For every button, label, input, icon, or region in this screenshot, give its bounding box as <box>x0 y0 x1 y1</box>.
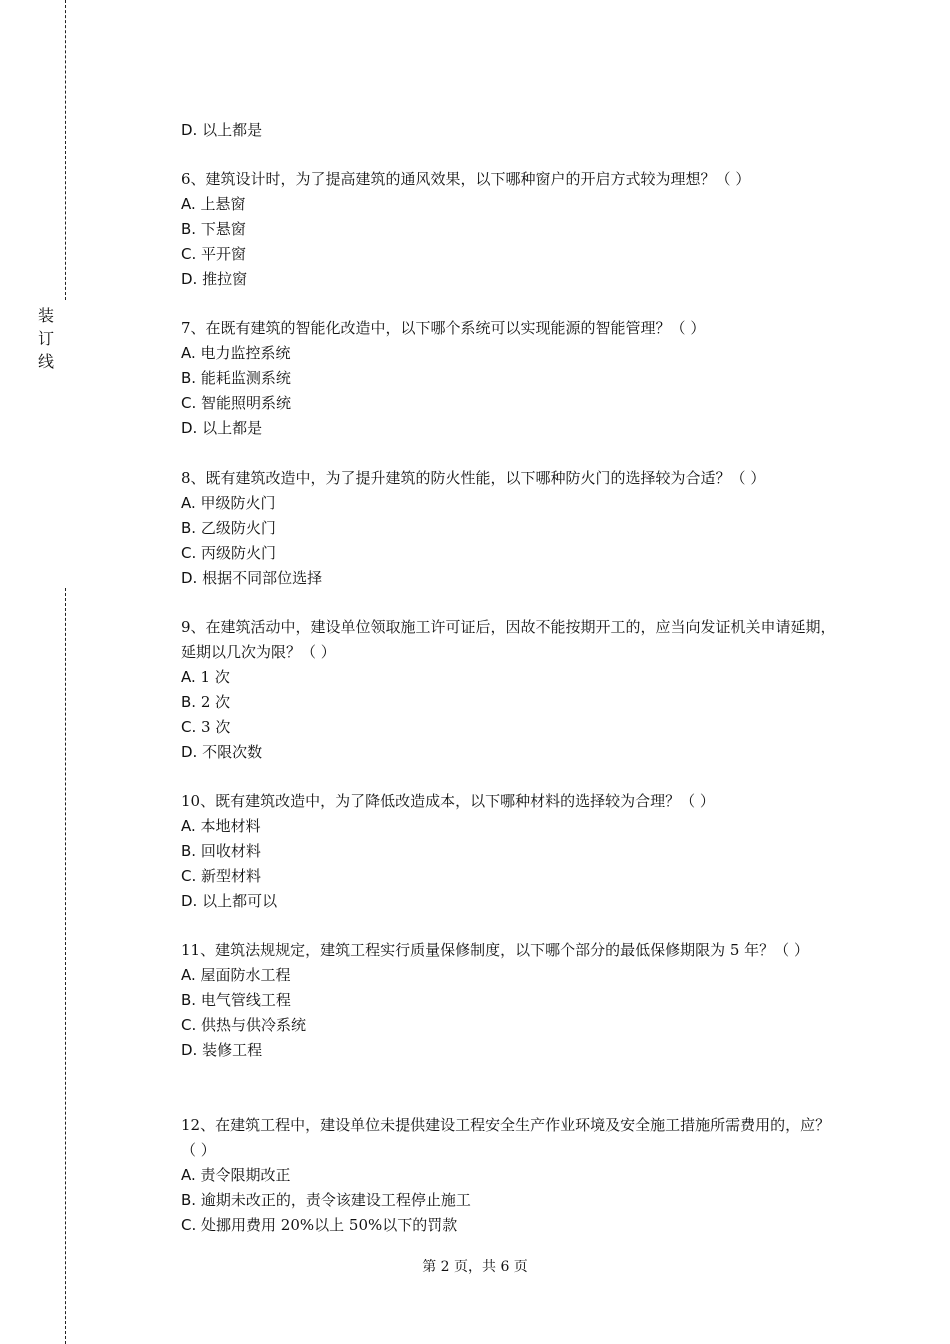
option-text: 回收材料 <box>200 842 261 860</box>
option-letter: C. <box>181 544 197 562</box>
option-letter: B. <box>181 842 197 860</box>
option-text: 电力监控系统 <box>200 344 291 362</box>
option-line <box>181 889 841 914</box>
question-12 <box>181 1113 841 1238</box>
option-letter: C. <box>181 1216 197 1234</box>
question-stem: 12、在建筑工程中，建设单位未提供建设工程安全生产作业环境及安全施工措施所需费用的，应？（ ） <box>181 1116 831 1159</box>
option-letter: A. <box>181 344 196 362</box>
option-letter: B. <box>181 220 197 238</box>
option-letter: B. <box>181 693 197 711</box>
question-6 <box>181 167 841 292</box>
option-line <box>181 864 841 889</box>
question-11 <box>181 938 841 1063</box>
option-line <box>181 541 841 566</box>
option-letter: A. <box>181 668 196 686</box>
binding-label-char: 装 <box>37 306 54 325</box>
option-line <box>181 391 841 416</box>
option-text: 根据不同部位选择 <box>202 569 323 587</box>
leading-option-block <box>181 118 841 143</box>
option-line <box>181 1188 841 1213</box>
option-letter: D. <box>181 569 198 587</box>
option-text: 推拉窗 <box>202 270 248 288</box>
option-line <box>181 242 841 267</box>
option-text: 电气管线工程 <box>200 991 291 1009</box>
option-line <box>181 366 841 391</box>
option-letter: D. <box>181 743 198 761</box>
option-text: 能耗监测系统 <box>200 369 291 387</box>
option-text: 2 次 <box>200 693 231 711</box>
option-letter: C. <box>181 718 197 736</box>
option-text: 不限次数 <box>202 743 263 761</box>
option-text: 甲级防火门 <box>200 494 276 512</box>
option-line <box>181 416 841 441</box>
option-line <box>181 267 841 292</box>
question-stem: 7、在既有建筑的智能化改造中，以下哪个系统可以实现能源的智能管理？（ ） <box>181 319 706 337</box>
option-line <box>181 715 841 740</box>
option-line <box>181 1013 841 1038</box>
option-text: 以上都是 <box>202 121 263 139</box>
option-text: 供热与供冷系统 <box>201 1016 307 1034</box>
question-stem: 10、既有建筑改造中，为了降低改造成本，以下哪种材料的选择较为合理？（ ） <box>181 792 715 810</box>
option-text: 装修工程 <box>202 1041 263 1059</box>
question-stem: 8、既有建筑改造中，为了提升建筑的防火性能，以下哪种防火门的选择较为合适？（ ） <box>181 469 766 487</box>
option-letter: D. <box>181 892 198 910</box>
option-text: 责令限期改正 <box>200 1166 291 1184</box>
question-7 <box>181 316 841 441</box>
option-line <box>181 566 841 591</box>
option-line <box>181 963 841 988</box>
option-text: 下悬窗 <box>200 220 246 238</box>
option-letter: B. <box>181 519 197 537</box>
option-line <box>181 988 841 1013</box>
option-text: 屋面防水工程 <box>200 966 291 984</box>
option-text: 以上都可以 <box>202 892 278 910</box>
binding-dashed-line-bottom <box>65 588 66 1344</box>
option-letter: B. <box>181 1191 197 1209</box>
option-line <box>181 740 841 765</box>
option-line <box>181 118 841 143</box>
option-text: 丙级防火门 <box>201 544 277 562</box>
option-line <box>181 1038 841 1063</box>
option-line <box>181 814 841 839</box>
option-text: 处挪用费用 20%以上 50%以下的罚款 <box>201 1216 458 1234</box>
option-letter: C. <box>181 867 197 885</box>
option-line <box>181 217 841 242</box>
option-line <box>181 690 841 715</box>
question-stem: 9、在建筑活动中，建设单位领取施工许可证后，因故不能按期开工的，应当向发证机关申请延期，延期以几次为限？（ ） <box>181 618 836 661</box>
option-letter: A. <box>181 966 196 984</box>
binding-dashed-line-top <box>65 0 66 300</box>
page-footer: 第 2 页，共 6 页 <box>422 1259 528 1275</box>
option-letter: D. <box>181 121 198 139</box>
option-text: 1 次 <box>200 668 230 686</box>
option-letter: A. <box>181 195 196 213</box>
option-line <box>181 1213 841 1238</box>
option-letter: D. <box>181 1041 198 1059</box>
option-letter: C. <box>181 245 197 263</box>
question-8 <box>181 466 841 591</box>
option-text: 上悬窗 <box>200 195 246 213</box>
question-9 <box>181 615 841 765</box>
option-text: 乙级防火门 <box>200 519 276 537</box>
option-letter: C. <box>181 394 197 412</box>
option-line <box>181 491 841 516</box>
option-letter: A. <box>181 1166 196 1184</box>
option-line <box>181 1163 841 1188</box>
binding-label-char: 线 <box>37 352 54 371</box>
option-text: 本地材料 <box>200 817 261 835</box>
option-letter: B. <box>181 991 197 1009</box>
option-line <box>181 665 841 690</box>
option-text: 新型材料 <box>201 867 262 885</box>
option-line <box>181 192 841 217</box>
option-text: 3 次 <box>201 718 231 736</box>
binding-label <box>36 304 56 373</box>
option-letter: A. <box>181 494 196 512</box>
option-text: 逾期未改正的，责令该建设工程停止施工 <box>200 1191 471 1209</box>
binding-label-char: 订 <box>37 329 54 348</box>
option-line <box>181 341 841 366</box>
option-letter: D. <box>181 419 198 437</box>
option-text: 以上都是 <box>202 419 263 437</box>
option-text: 智能照明系统 <box>201 394 292 412</box>
question-stem: 6、建筑设计时，为了提高建筑的通风效果，以下哪种窗户的开启方式较为理想？（ ） <box>181 170 751 188</box>
option-letter: C. <box>181 1016 197 1034</box>
option-letter: B. <box>181 369 197 387</box>
option-letter: D. <box>181 270 198 288</box>
question-10 <box>181 789 841 914</box>
question-stem: 11、建筑法规规定，建筑工程实行质量保修制度，以下哪个部分的最低保修期限为 5 年？（ ） <box>181 941 809 959</box>
option-letter: A. <box>181 817 196 835</box>
option-line <box>181 839 841 864</box>
option-text: 平开窗 <box>201 245 247 263</box>
option-line <box>181 516 841 541</box>
